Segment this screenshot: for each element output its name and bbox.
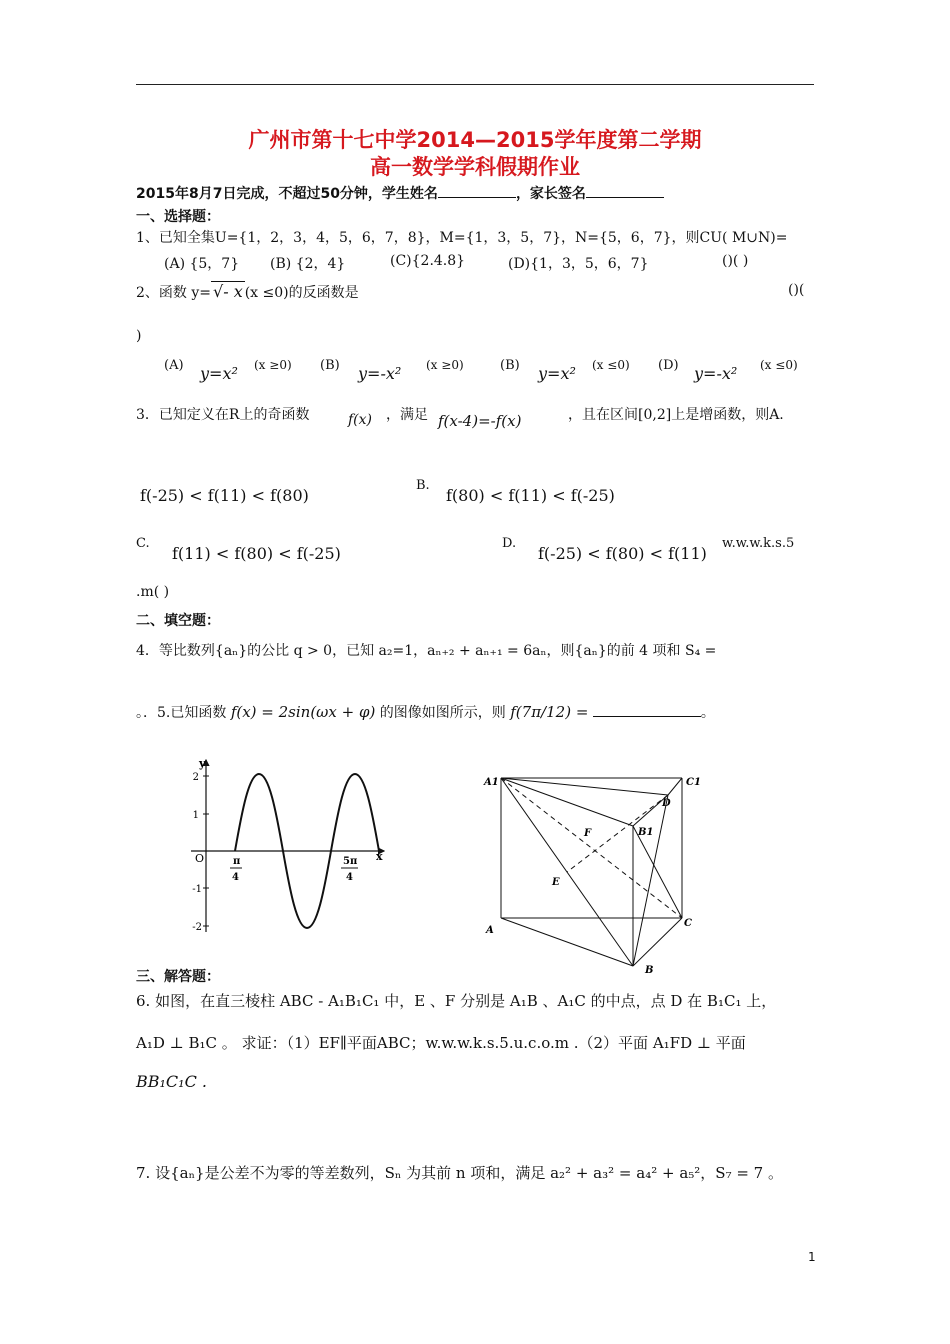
q3-text-mid: ，满足 (386, 407, 428, 423)
q2-text: 2、函数 y= √- x (x ≤0)的反函数是 (136, 282, 359, 301)
q4-text: 4．等比数列{aₙ}的公比 q > 0，已知 a₂=1，aₙ₊₂ + aₙ₊₁ = 6aₙ，则{aₙ}的前 4 项和 S₄ = (136, 643, 717, 659)
page-title-line1: 广州市第十七中学2014—2015学年度第二学期 (248, 128, 702, 152)
info-line: 2015年8月7日完成，不超过50分钟，学生姓名 ，家长签名 (136, 183, 664, 203)
q3-opt-c-label: C. (136, 536, 150, 551)
label-d: D (662, 798, 671, 809)
q2-opt-b-cond: (x ≥0) (426, 358, 464, 372)
q1-opt-b: (B) {2，4} (270, 256, 346, 272)
section-fill: 二、填空题： (136, 613, 220, 629)
q3-tail: .m( ) (136, 584, 170, 600)
q1-opt-a: (A) {5，7} (164, 256, 240, 272)
q2-opt-c-expr: y=x² (538, 364, 576, 383)
svg-text:4: 4 (232, 872, 239, 883)
q1-text: 1、已知全集U={1，2，3，4，5，6，7，8}，M={1，3，5，7}，N={5，6，7}，则CU( M∪N)= (136, 230, 788, 246)
label-e: E (552, 877, 560, 888)
origin-label: O (195, 852, 205, 865)
q6-line1: 6. 如图，在直三棱柱 ABC - A₁B₁C₁ 中，E 、F 分别是 A₁B 、A₁C 的中点，点 D 在 B₁C₁ 上， (136, 992, 777, 1010)
q2-opt-a-expr: y=x² (200, 364, 238, 383)
q2-answer-paren-close: ) (136, 328, 142, 344)
q2-opt-b-label: (B) (320, 358, 340, 373)
svg-text:4: 4 (346, 872, 353, 883)
section-choice: 一、选择题： (136, 209, 220, 225)
q3-opt-d-label: D. (502, 536, 517, 551)
label-f: F (584, 828, 592, 839)
q2-opt-a-cond: (x ≥0) (254, 358, 292, 372)
sine-graph (186, 756, 396, 936)
q1-opt-d: (D){1，3，5，6，7} (508, 256, 649, 272)
top-rule (136, 84, 814, 85)
q5-line: 。．5.已知函数 f(x) = 2sin(ωx + φ) 的图像如图所示，则 f(7π/12) = 。 (136, 703, 715, 721)
y-tick-1: 1 (192, 810, 199, 821)
q3-watermark: w.w.w.k.s.5 (722, 536, 795, 551)
q2-opt-d-label: (D) (658, 358, 679, 373)
page-number: 1 (808, 1250, 816, 1264)
y-axis-label: y (199, 757, 206, 770)
q2-opt-b-expr: y=-x² (358, 364, 402, 383)
q6-line3: BB₁C₁C . (136, 1072, 207, 1091)
x-tick-pi4: π (233, 856, 241, 867)
label-c1: C1 (686, 777, 701, 788)
label-a: A (486, 925, 494, 936)
q3-fx: f(x) (348, 412, 373, 428)
q3-text-pre: 3．已知定义在R上的奇函数 (136, 407, 310, 423)
label-a1: A1 (484, 777, 499, 788)
q2-opt-c-cond: (x ≤0) (592, 358, 630, 372)
q3-condition: f(x-4)=-f(x) (438, 412, 522, 430)
q1-answer-paren: ()( ) (722, 253, 749, 269)
q3-opt-b: f(80) < f(11) < f(-25) (446, 486, 615, 505)
q2-opt-d-cond: (x ≤0) (760, 358, 798, 372)
q7-text: 7. 设{aₙ}是公差不为零的等差数列，Sₙ 为其前 n 项和，满足 a₂² + a₃² = a₄² + a₅²，S₇ = 7 。 (136, 1164, 783, 1182)
q1-opt-c: (C){2.4.8} (390, 253, 466, 269)
q3-opt-d: f(-25) < f(80) < f(11) (538, 544, 707, 563)
prism-figure (478, 768, 708, 978)
page-title-line2: 高一数学学科假期作业 (370, 155, 580, 179)
label-b1: B1 (638, 827, 654, 838)
q3-opt-a: f(-25) < f(11) < f(80) (140, 486, 309, 505)
label-c: C (684, 918, 692, 929)
q2-answer-paren: ()( (788, 282, 805, 298)
y-tick-neg1: -1 (192, 884, 202, 895)
q6-line2: A₁D ⊥ B₁C 。 求证：（1）EF∥平面ABC；w.w.w.k.s.5.u.c.o.m .（2）平面 A₁FD ⊥ 平面 (136, 1034, 746, 1052)
q2-opt-a-label: (A) (164, 358, 184, 373)
section-solve: 三、解答题： (136, 969, 220, 985)
x-tick-5pi4: 5π (343, 856, 358, 867)
q3-opt-b-label: B. (416, 478, 430, 493)
x-axis-label: x (376, 850, 383, 863)
q3-opt-c: f(11) < f(80) < f(-25) (172, 544, 341, 563)
label-b: B (645, 965, 654, 976)
q3-text-post: ，且在区间[0,2]上是增函数，则A. (568, 407, 784, 423)
y-tick-neg2: -2 (192, 922, 202, 933)
q2-opt-c-label: (B) (500, 358, 520, 373)
q2-opt-d-expr: y=-x² (694, 364, 738, 383)
y-tick-2: 2 (192, 772, 199, 783)
